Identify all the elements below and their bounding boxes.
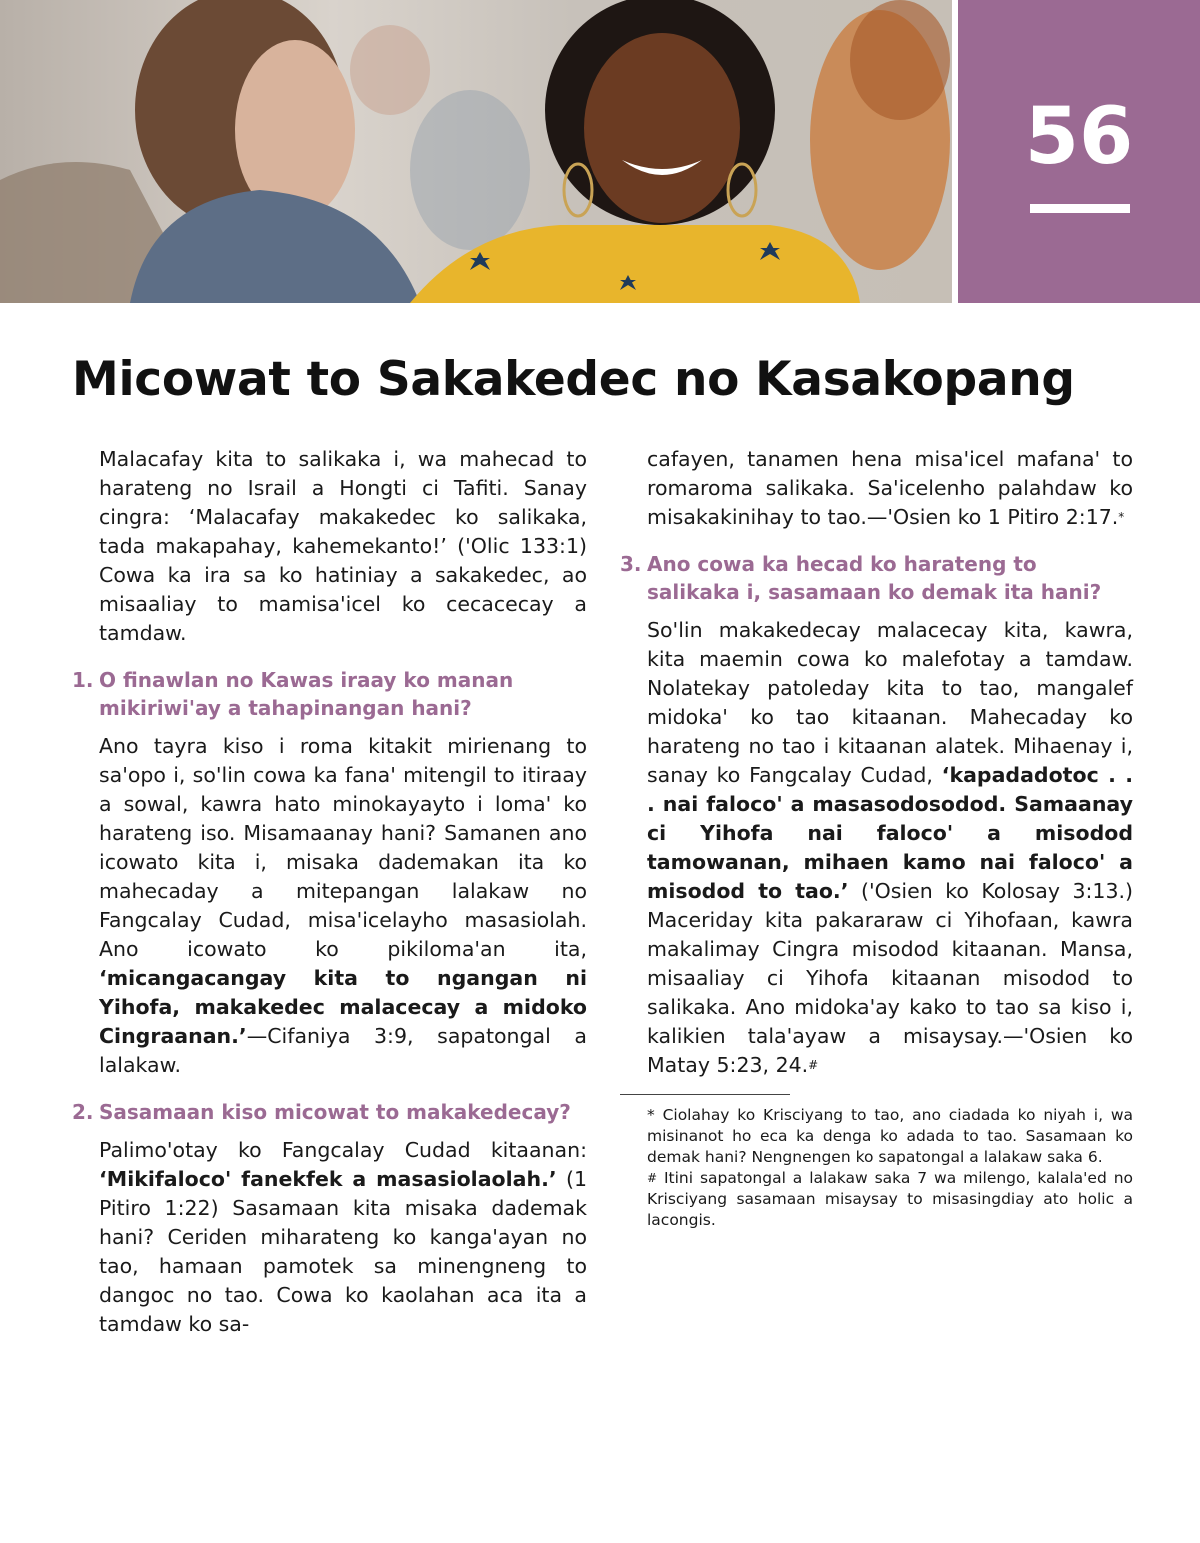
photo-illustration bbox=[0, 0, 952, 303]
lesson-number: 56 bbox=[1024, 92, 1134, 182]
question-text: O finawlan no Kawas iraay ko manan mikiriwi'ay a tahapinangan hani? bbox=[99, 668, 514, 720]
scripture-quote: ‘micangacangay kita to ngangan ni Yihofa, makakedec malacecay a midoko Cingraanan.’ bbox=[99, 966, 587, 1048]
left-column bbox=[72, 445, 587, 1339]
footnote-mark: * bbox=[647, 1106, 655, 1124]
scripture-quote: ‘Mikifaloco' fanekfek a masasiolaolah.’ bbox=[99, 1167, 557, 1191]
question-text: Sasamaan kiso micowat to makakedecay? bbox=[99, 1100, 571, 1124]
footnote-marker[interactable]: * bbox=[1118, 510, 1125, 524]
footnote-2: # Itini sapatongal a lalakaw saka 7 wa milengo, kalala'ed no Krisciyang sasamaan misaysay to misasingdiay ato holic a lacongis. bbox=[647, 1169, 1133, 1229]
right-column bbox=[620, 445, 1133, 1231]
footnote-divider bbox=[620, 1094, 790, 1095]
continued-paragraph: cafayen, tanamen hena misa'icel mafana' to romaroma salikaka. Sa'icelenho palahdaw ko misakakinihay to tao.—'Osien ko 1 Pitiro 2:17.* bbox=[647, 447, 1133, 529]
lesson-number-box bbox=[958, 0, 1200, 303]
answer-paragraph-3: So'lin makakedecay malacecay kita, kawra, kita maemin cowa ko malefotay a tamdaw. Nolatekay patoleday kita to tao, mangalef midoka' ko tao kitaanan. Mahecaday ko harateng no tao i kitaanan alatek. Mihaenay i, sanay ko Fangcalay Cudad, ‘kapadadotoc . . . nai faloco' a masasodosodod. Samaanay ci Yihofa nai faloco' a misodod tamowanan, mihaen kamo nai faloco' a misodod to tao.’ ('Osien ko Kolosay 3:13.) Maceriday kita pakararaw ci Yihofaan, kawra makalimay Cingra misodod kitaanan. Mansa, misaaliay ci Yihofa kitaanan misodod to salikaka. Ano midoka'ay kako to tao sa kiso i, kalikien tala'ayaw a misaysay.—'Osien ko Matay 5:23, 24.# bbox=[647, 618, 1133, 1077]
header-photo bbox=[0, 0, 952, 303]
question-number: 3. bbox=[620, 552, 642, 576]
intro-paragraph: Malacafay kita to salikaka i, wa mahecad to harateng no Israil a Hongti ci Tafiti. Sanay cingra: ‘Malacafay makakedec ko salikaka, tada makapahay, kahemekanto!’ ('Olic 133:1) Cowa ka ira sa ko hatiniay a sakakedec, ao misaaliay to mamisa'icel ko cecacecay a tamdaw. bbox=[99, 447, 587, 645]
question-number: 1. bbox=[72, 668, 94, 692]
footnote-1: * Ciolahay ko Krisciyang to tao, ano ciadada ko niyah i, wa misinanot ho eca ka denga ko adada to tao. Sasamaan ko demak hani? Nengnengen ko sapatongal a lalakaw saka 6. bbox=[647, 1106, 1133, 1166]
question-number: 2. bbox=[72, 1100, 94, 1124]
scripture-quote: ‘kapadadotoc . . . nai faloco' a masasodosodod. Samaanay ci Yihofa nai faloco' a misodod tamowanan, mihaen kamo nai faloco' a misodod to tao.’ bbox=[647, 763, 1133, 903]
footnote-marker[interactable]: # bbox=[808, 1058, 819, 1072]
question-2 bbox=[72, 1098, 587, 1126]
footnote-mark: # bbox=[647, 1171, 658, 1185]
page-title: Micowat to Sakakedec no Kasakopang bbox=[72, 352, 1075, 407]
lesson-number-underline bbox=[1030, 204, 1130, 213]
question-text: Ano cowa ka hecad ko harateng to salikaka i, sasamaan ko demak ita hani? bbox=[647, 552, 1102, 604]
question-1 bbox=[72, 666, 587, 722]
answer-paragraph-2: Palimo'otay ko Fangcalay Cudad kitaanan: ‘Mikifaloco' fanekfek a masasiolaolah.’ (1 Pitiro 1:22) Sasamaan kita misaka dademak hani? Ceriden miharateng ko kanga'ayan no tao, hamaan pamotek sa minengneng to dangoc no tao. Cowa ko kaolahan aca ita a tamdaw ko sa- bbox=[99, 1138, 587, 1336]
question-3 bbox=[620, 550, 1133, 606]
answer-paragraph-1: Ano tayra kiso i roma kitakit mirienang to sa'opo i, so'lin cowa ka fana' mitengil to itiraay a sowal, kawra hato minokayayto i loma' ko harateng iso. Misamaanay hani? Samanen ano icowato kita i, misaka dademakan ita ko mahecaday a mitepangan lalakaw no Fangcalay Cudad, misa'icelayho masasiolah. Ano icowato ko pikiloma'an ita, ‘micangacangay kita to ngangan ni Yihofa, makakedec malacecay a midoko Cingraanan.’—Cifaniya 3:9, sapatongal a lalakaw. bbox=[99, 734, 587, 1077]
